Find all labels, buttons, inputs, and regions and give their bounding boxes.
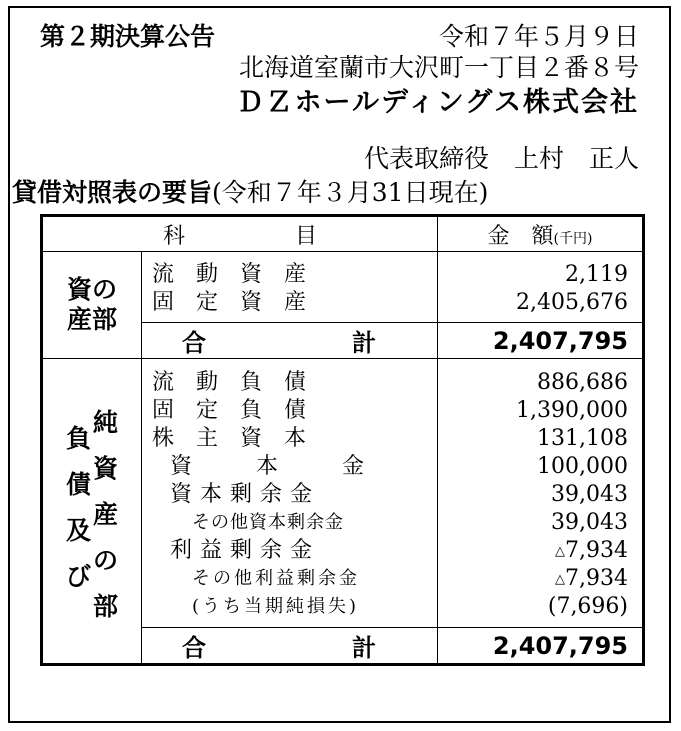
- list-item: その他資本剰余金: [192, 512, 344, 533]
- list-item: その他利益剰余金: [192, 568, 360, 589]
- liabilities-label-columns: [43, 392, 141, 630]
- list-item: 固定資産: [152, 290, 329, 315]
- list-value: 886,686: [537, 370, 629, 395]
- liabilities-values: [438, 359, 644, 628]
- balance-sheet-title-main: 貸借対照表の要旨: [12, 178, 213, 207]
- liabilities-label-col-1: [66, 392, 91, 630]
- list-value: 39,043: [551, 482, 629, 507]
- notice-date: 令和７年５月９日: [438, 22, 639, 51]
- list-item: 流動負債: [152, 370, 329, 395]
- list-value: 2,119: [565, 262, 629, 287]
- assets-label-line-1: 資の: [66, 275, 117, 304]
- assets-total-value: 2,407,795: [438, 323, 644, 359]
- label-char: 部: [93, 592, 119, 621]
- list-item: 固定負債: [152, 398, 329, 423]
- list-item: 株主資本: [152, 426, 329, 451]
- header-item: 科 目: [42, 216, 438, 252]
- list-value: 7,934: [565, 538, 629, 563]
- assets-section-label: [42, 252, 142, 359]
- label-char: 産: [93, 500, 119, 529]
- assets-total-label: [142, 323, 438, 359]
- total-label-a: 合: [182, 634, 206, 662]
- header-amount-label: 金 額: [487, 223, 554, 249]
- label-char: び: [65, 562, 91, 591]
- total-label-a: 合: [182, 329, 206, 357]
- company-name: ＤＺホールディングス株式会社: [236, 87, 639, 118]
- label-char: 債: [65, 470, 91, 499]
- list-value: 2,405,676: [516, 290, 629, 315]
- list-value-negative: [438, 565, 628, 593]
- balance-sheet-period: (令和７年３月31日現在): [212, 178, 489, 207]
- liabilities-total-value: 2,407,795: [438, 628, 644, 665]
- list-value: 1,390,000: [516, 398, 629, 423]
- assets-rows: [42, 252, 644, 323]
- list-item: 資本剰余金: [170, 482, 321, 507]
- liabilities-label-col-2: [93, 392, 118, 630]
- list-value: 131,108: [537, 426, 629, 451]
- list-item: 利益剰余金: [170, 538, 321, 563]
- list-value: (7,696): [547, 594, 629, 619]
- label-char: の: [93, 546, 119, 575]
- list-item: 流動資産: [152, 262, 329, 287]
- label-char: 及: [65, 516, 91, 545]
- notice-title: 第２期決算公告: [40, 22, 216, 51]
- balance-sheet-table: [40, 214, 645, 666]
- header-unit: (千円): [553, 230, 593, 247]
- company-address: 北海道室蘭市大沢町一丁目２番８号: [238, 53, 639, 82]
- list-value: 7,934: [565, 566, 629, 591]
- liabilities-items: [142, 359, 438, 628]
- representative: 代表取締役 上村 正人: [363, 144, 639, 173]
- label-char: 純: [93, 408, 119, 437]
- list-value-negative: [438, 537, 628, 565]
- list-value: 39,043: [551, 510, 629, 535]
- list-item: 資本金: [170, 454, 429, 479]
- label-char: 資: [93, 454, 119, 483]
- assets-label-line-2: 産部: [66, 305, 117, 334]
- table-header-row: [42, 216, 644, 252]
- header-amount: [438, 216, 644, 252]
- list-item: (うち当期純損失): [192, 596, 360, 617]
- list-value: 100,000: [537, 454, 629, 479]
- label-char: 負: [65, 424, 91, 453]
- assets-items: [142, 252, 438, 323]
- negative-mark-icon: △: [555, 572, 566, 587]
- total-label-b: 計: [352, 329, 376, 357]
- liabilities-total-label: [142, 628, 438, 665]
- assets-values: [438, 252, 644, 323]
- negative-mark-icon: △: [555, 544, 566, 559]
- balance-sheet-title: [12, 178, 488, 208]
- liabilities-rows: [42, 359, 644, 628]
- liabilities-section-label: [42, 359, 142, 665]
- total-label-b: 計: [352, 634, 376, 662]
